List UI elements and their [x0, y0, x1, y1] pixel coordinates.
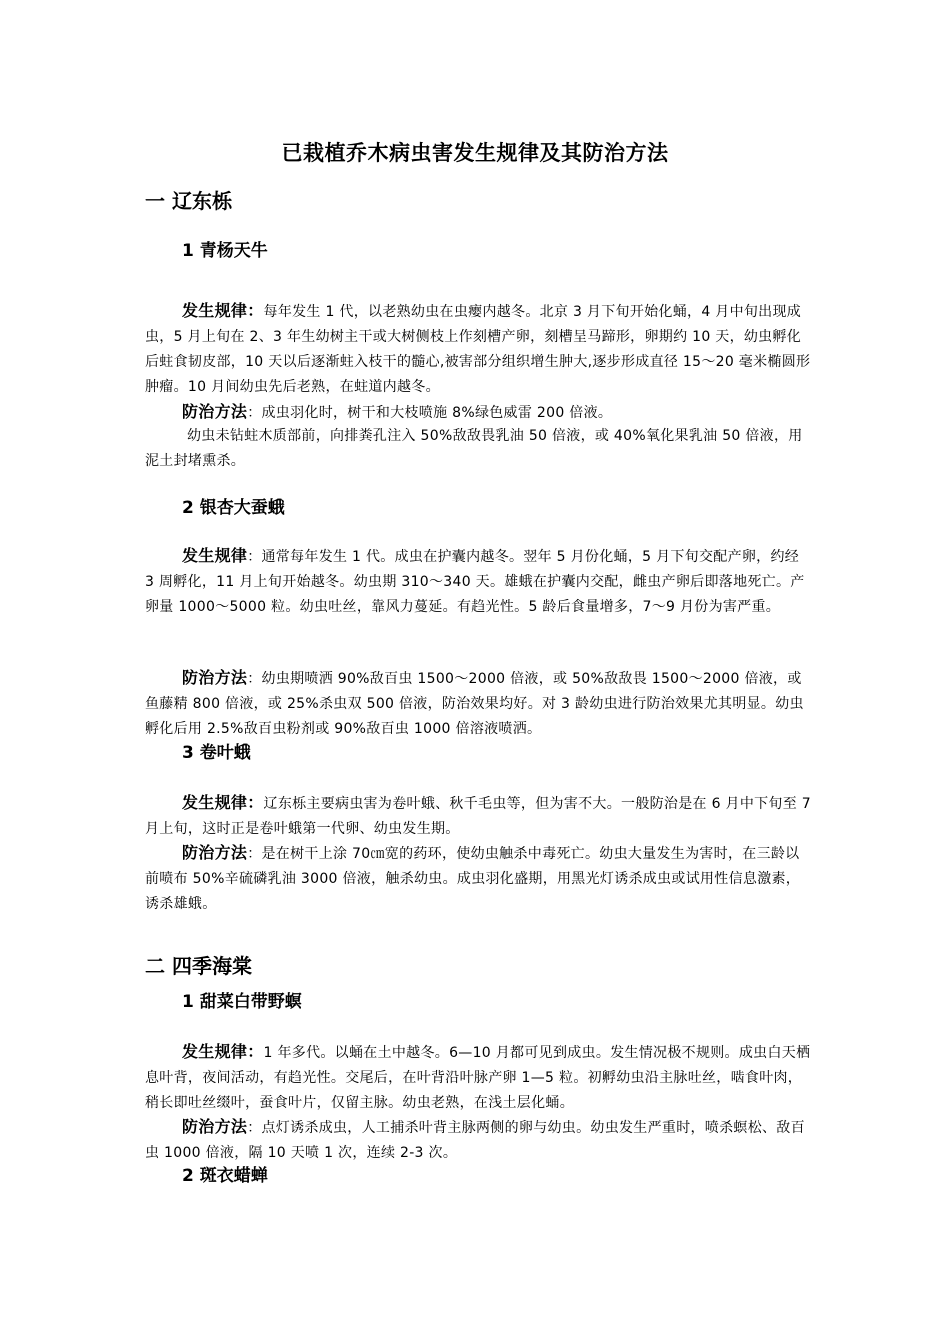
control-text: ：点灯诱杀成虫，人工捕杀叶背主脉两侧的卵与幼虫。幼虫发生严重时，喷杀螟松、敌百虫 1000 倍液，隔 10 天喷 1 次，连续 2-3 次。: [145, 1120, 805, 1161]
occurrence-paragraph: [145, 298, 813, 400]
document-title: 已栽植乔木病虫害发生规律及其防治方法: [281, 141, 669, 165]
occurrence-text: 每年发生 1 代，以老熟幼虫在虫瘿内越冬。北京 3 月下旬开始化蛹，4 月中旬出现成虫，5 月上旬在 2、3 年生幼树主干或大树侧枝上作刻槽产卵，刻槽呈马蹄形，卵期约 10 天，幼虫孵化后蛀食韧皮部，10 天以后逐渐蛀入枝干的髓心,被害部分组织增生肿大,逐步形成直径 15～20 毫米椭圆形肿瘤。10 月间幼虫先后老熟，在蛀道内越冬。: [145, 304, 811, 395]
pest-heading: 3 卷叶蛾: [182, 743, 251, 763]
pest-heading: 2 银杏大蚕蛾: [182, 498, 285, 518]
section-heading: 一 辽东栎: [145, 189, 232, 213]
control-paragraph: [145, 1114, 813, 1166]
occurrence-label: 发生规律：: [182, 1042, 264, 1061]
control-text: ：成虫羽化时，树干和大枝喷施 8%绿色威雷 200 倍液。: [247, 405, 613, 421]
occurrence-text: 辽东栎主要病虫害为卷叶蛾、秋千毛虫等，但为害不大。一般防治是在 6 月中下旬至 7 月上旬，这时正是卷叶蛾第一代卵、幼虫发生期。: [145, 796, 811, 837]
control-text-continued: 幼虫未钻蛀木质部前，向排粪孔注入 50%敌敌畏乳油 50 倍液，或 40%氧化果乳油 50 倍液，用泥土封堵熏杀。: [145, 428, 803, 469]
pest-heading: 2 斑衣蜡蝉: [182, 1166, 268, 1186]
occurrence-text: 1 年多代。以蛹在土中越冬。6—10 月都可见到成虫。发生情况极不规则。成虫白天栖息叶背，夜间活动，有趋光性。交尾后，在叶背沿叶脉产卵 1—5 粒。初孵幼虫沿主脉吐丝，啮食叶肉，稍长即吐丝缀叶，蚕食叶片，仅留主脉。幼虫老熟，在浅土层化蛹。: [145, 1045, 811, 1111]
control-label: 防治方法: [182, 668, 248, 687]
control-label: 防治方法: [182, 843, 248, 862]
control-text: ：幼虫期喷洒 90%敌百虫 1500～2000 倍液，或 50%敌敌畏 1500～2000 倍液，或鱼藤精 800 倍液，或 25%杀虫双 500 倍液，防治效果均好。对 3 龄幼虫进行防治效果尤其明显。幼虫孵化后用 2.5%敌百虫粉剂或 90%敌百虫 1000 倍溶液喷洒。: [145, 671, 804, 737]
occurrence-paragraph: [145, 1039, 813, 1116]
control-paragraph: [145, 840, 813, 917]
occurrence-text: ：通常每年发生 1 代。成虫在护囊内越冬。翌年 5 月份化蛹，5 月下旬交配产卵，约经 3 周孵化，11 月上旬开始越冬。幼虫期 310～340 天。雄蛾在护囊内交配，雌虫产卵后即落地死亡。产卵量 1000～5000 粒。幼虫吐丝，靠风力蔓延。有趋光性。5 龄后食量增多，7～9 月份为害严重。: [145, 549, 805, 615]
occurrence-paragraph: [145, 543, 813, 620]
occurrence-label: 发生规律：: [182, 793, 264, 812]
occurrence-label: 发生规律：: [182, 301, 264, 320]
section-heading: 二 四季海棠: [145, 954, 252, 978]
occurrence-label: 发生规律: [182, 546, 248, 565]
control-label: 防治方法: [182, 1117, 248, 1136]
control-paragraph-continued: [145, 424, 813, 474]
control-label: 防治方法: [182, 402, 248, 421]
control-paragraph: [145, 399, 813, 426]
control-paragraph: [145, 665, 813, 742]
pest-heading: 1 青杨天牛: [182, 241, 268, 261]
pest-heading: 1 甜菜白带野螟: [182, 992, 302, 1012]
control-text: ：是在树干上涂 70㎝宽的药环，使幼虫触杀中毒死亡。幼虫大量发生为害时，在三龄以前喷布 50%辛硫磷乳油 3000 倍液，触杀幼虫。成虫羽化盛期，用黑光灯诱杀成虫或试用性信息激素，诱杀雄蛾。: [145, 846, 801, 912]
occurrence-paragraph: [145, 790, 813, 842]
